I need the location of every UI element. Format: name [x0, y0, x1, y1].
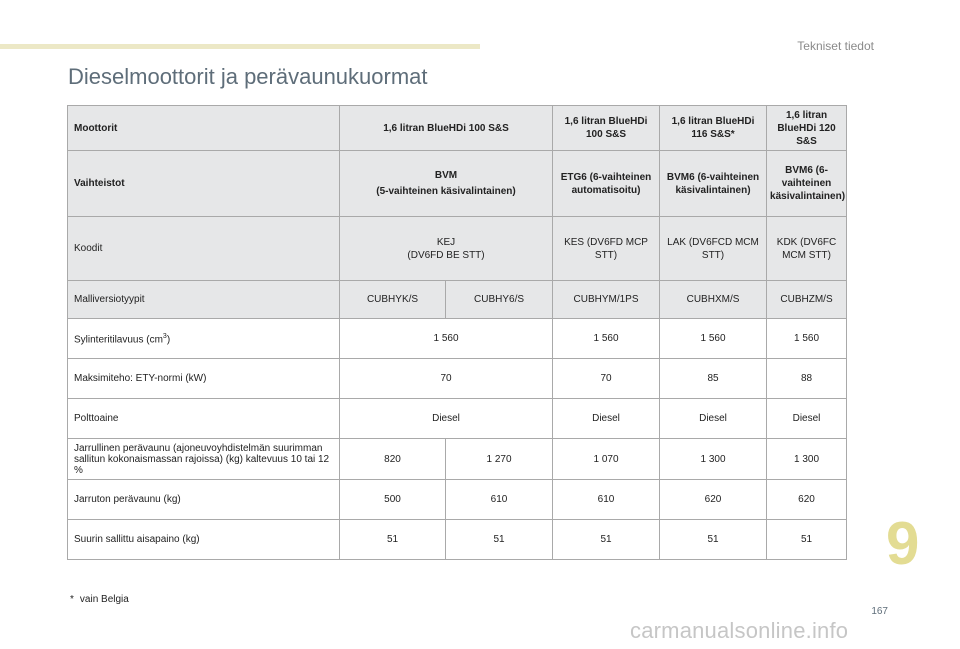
- cell-engine-d: 1,6 litran BlueHDi 120 S&S: [767, 106, 847, 151]
- cell-displacement: 1 560: [553, 319, 660, 359]
- cell-fuel: Diesel: [340, 399, 553, 439]
- cell-model-type: CUBHXM/S: [660, 281, 767, 319]
- table-row-braked-trailer: [68, 439, 847, 480]
- cell-model-type: CUBHYM/1PS: [553, 281, 660, 319]
- top-accent-bar: [0, 44, 480, 49]
- cell-displacement: 1 560: [767, 319, 847, 359]
- displacement-label-end: ): [166, 334, 171, 346]
- page-number: 167: [871, 606, 888, 617]
- watermark: carmanualsonline.info: [630, 618, 849, 643]
- row-label-max-power: Maksimiteho: ETY-normi (kW): [68, 359, 340, 399]
- row-label-codes: Koodit: [68, 217, 340, 281]
- cell-braked-trailer: 1 300: [660, 439, 767, 480]
- cell-engine-c: 1,6 litran BlueHDi 116 S&S*: [660, 106, 767, 151]
- cell-max-power: 70: [340, 359, 553, 399]
- cell-unbraked-trailer: 500: [340, 480, 446, 520]
- row-label-braked-trailer: Jarrullinen perävaunu (ajoneuvoyhdistelmän suurimman sallitun kokonaismassan rajoissa) (kg) kaltevuus 10 tai 12 %: [68, 439, 340, 480]
- cell-fuel: Diesel: [767, 399, 847, 439]
- gearbox-a-line1: BVM: [434, 170, 458, 181]
- cell-fuel: Diesel: [660, 399, 767, 439]
- table-row-model-types: [68, 281, 847, 319]
- cell-engine-b: 1,6 litran BlueHDi 100 S&S: [553, 106, 660, 151]
- cell-model-type: CUBHYK/S: [340, 281, 446, 319]
- table-row-nose-weight: [68, 520, 847, 560]
- cell-unbraked-trailer: 620: [767, 480, 847, 520]
- table-row-engines: [68, 106, 847, 151]
- chapter-number: 9: [886, 510, 920, 577]
- cell-model-type: CUBHY6/S: [446, 281, 553, 319]
- cell-displacement: 1 560: [660, 319, 767, 359]
- cell-braked-trailer: 820: [340, 439, 446, 480]
- cell-braked-trailer: 1 270: [446, 439, 553, 480]
- cell-unbraked-trailer: 610: [446, 480, 553, 520]
- table-row-max-power: [68, 359, 847, 399]
- table-row-codes: [68, 217, 847, 281]
- cell-max-power: 70: [553, 359, 660, 399]
- code-a-line2: (DV6FD BE STT): [407, 249, 485, 261]
- row-label-model-types: Malliversiotyypit: [68, 281, 340, 319]
- displacement-label-text: Sylinteritilavuus (cm: [74, 334, 163, 346]
- table-row-unbraked-trailer: [68, 480, 847, 520]
- cell-nose-weight: 51: [660, 520, 767, 560]
- row-label-gearboxes: Vaihteistot: [68, 151, 340, 217]
- cell-unbraked-trailer: 610: [553, 480, 660, 520]
- cell-nose-weight: 51: [340, 520, 446, 560]
- cell-unbraked-trailer: 620: [660, 480, 767, 520]
- cell-engine-a: 1,6 litran BlueHDi 100 S&S: [340, 106, 553, 151]
- table-row-fuel: [68, 399, 847, 439]
- cell-braked-trailer: 1 300: [767, 439, 847, 480]
- specs-table: [67, 105, 847, 560]
- footnote-text: vain Belgia: [79, 594, 129, 605]
- code-a-line1: KEJ: [436, 236, 456, 248]
- cell-code-c: LAK (DV6FCD MCM STT): [660, 217, 767, 281]
- cell-displacement: 1 560: [340, 319, 553, 359]
- cell-nose-weight: 51: [553, 520, 660, 560]
- cell-max-power: 88: [767, 359, 847, 399]
- row-label-nose-weight: Suurin sallittu aisapaino (kg): [68, 520, 340, 560]
- cell-gearbox-a: [340, 151, 553, 217]
- row-label-unbraked-trailer: Jarruton perävaunu (kg): [68, 480, 340, 520]
- section-label: Tekniset tiedot: [797, 39, 874, 53]
- cell-max-power: 85: [660, 359, 767, 399]
- row-label-fuel: Polttoaine: [68, 399, 340, 439]
- cell-model-type: CUBHZM/S: [767, 281, 847, 319]
- cell-fuel: Diesel: [553, 399, 660, 439]
- cell-code-d: KDK (DV6FC MCM STT): [767, 217, 847, 281]
- gearbox-a-line2: (5-vaihteinen käsivalintainen): [376, 186, 516, 197]
- cell-code-a: [340, 217, 553, 281]
- cell-gearbox-d: BVM6 (6-vaihteinen käsivalintainen): [767, 151, 847, 217]
- footnote: [70, 594, 129, 605]
- cell-gearbox-c: BVM6 (6-vaihteinen käsivalintainen): [660, 151, 767, 217]
- footnote-marker: *: [70, 594, 74, 605]
- row-label-engines: Moottorit: [68, 106, 340, 151]
- cell-braked-trailer: 1 070: [553, 439, 660, 480]
- table-row-displacement: [68, 319, 847, 359]
- cell-gearbox-b: ETG6 (6-vaihteinen automatisoitu): [553, 151, 660, 217]
- cell-nose-weight: 51: [446, 520, 553, 560]
- page-title: Dieselmoottorit ja perävaunukuormat: [68, 64, 428, 89]
- cell-nose-weight: 51: [767, 520, 847, 560]
- cell-code-b: KES (DV6FD MCP STT): [553, 217, 660, 281]
- table-row-gearboxes: [68, 151, 847, 217]
- displacement-label-sup: 3: [162, 333, 167, 341]
- row-label-displacement: [68, 319, 340, 359]
